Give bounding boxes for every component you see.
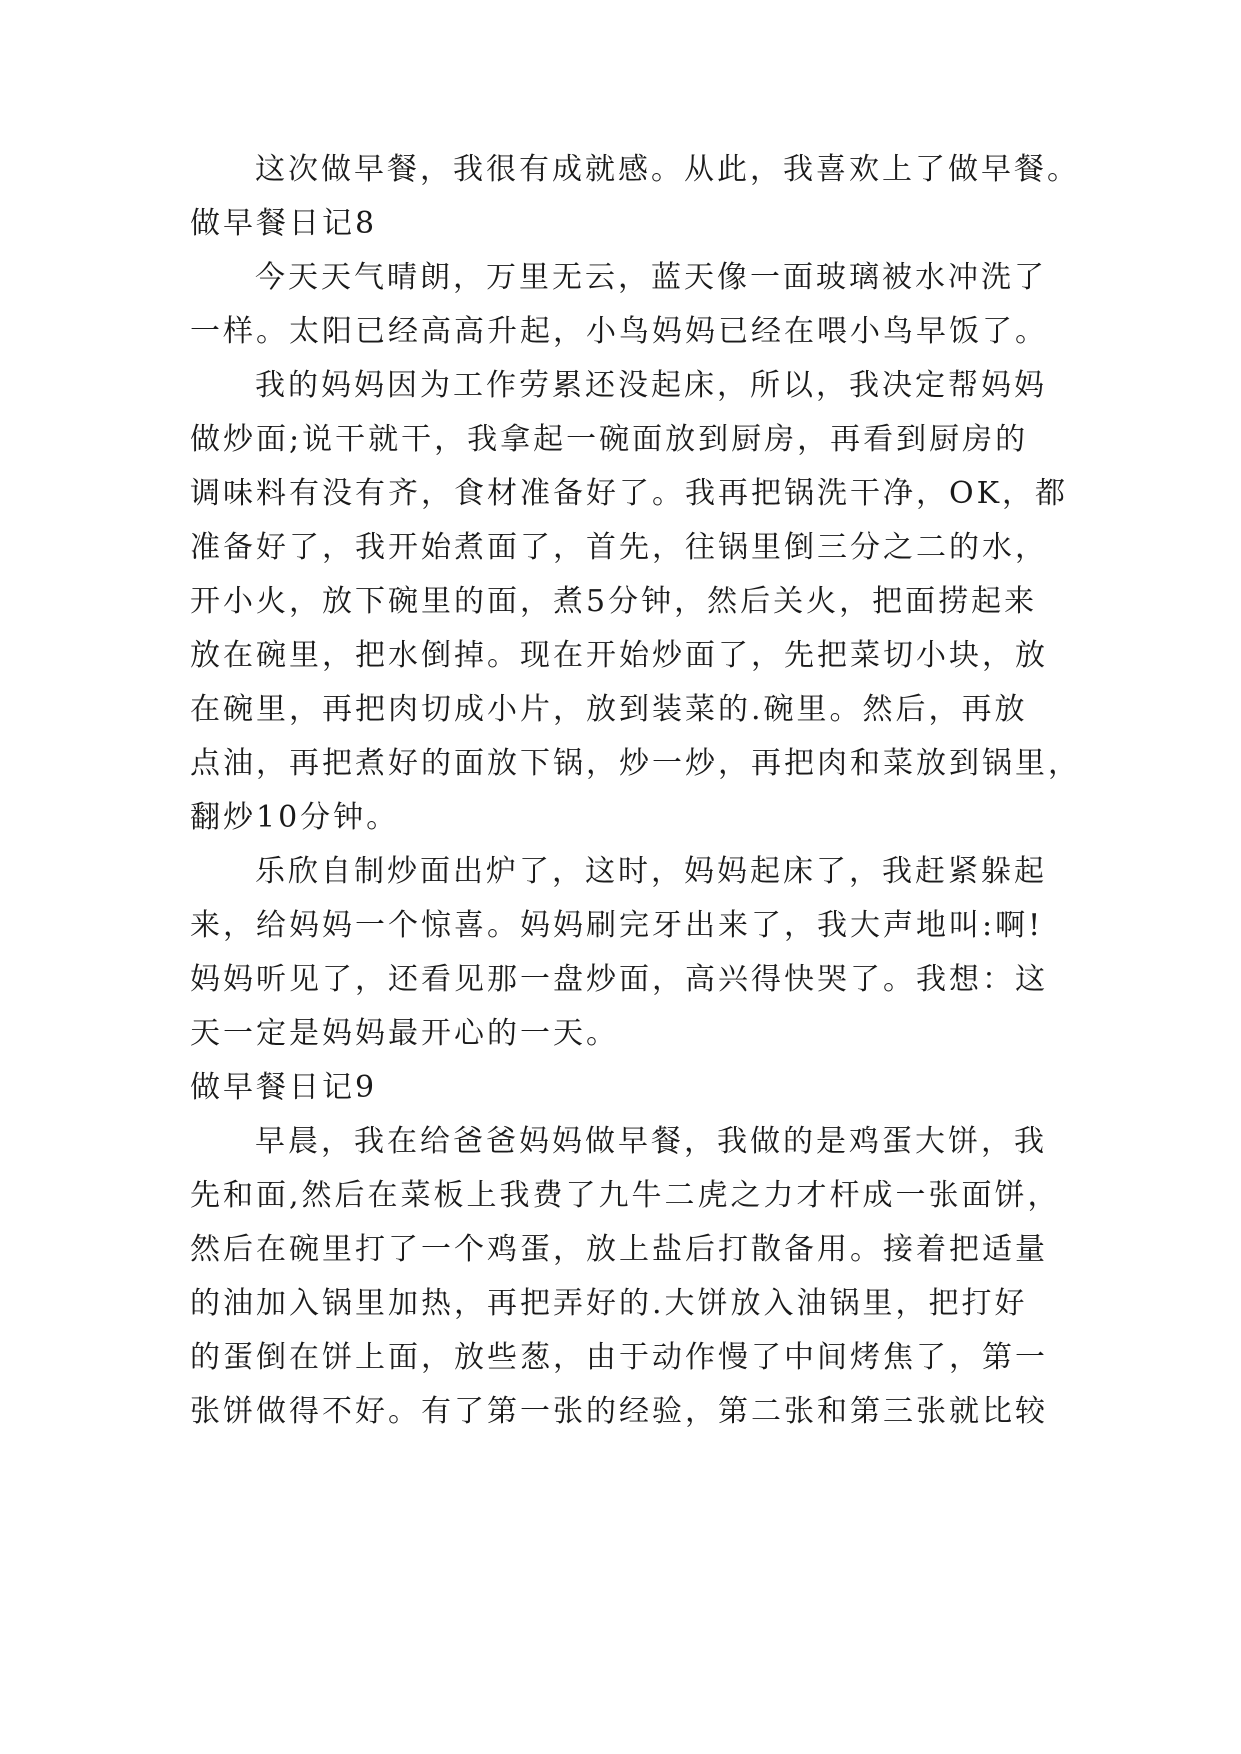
paragraph-line: 开小火，放下碗里的面，煮5分钟，然后关火，把面捞起来: [190, 584, 1038, 619]
paragraph-line: 的蛋倒在饼上面，放些葱，由于动作慢了中间烤焦了，第一: [190, 1340, 1048, 1375]
paragraph-line: 张饼做得不好。有了第一张的经验，第二张和第三张就比较: [190, 1394, 1048, 1429]
paragraph-line: 翻炒10分钟。: [190, 800, 400, 835]
paragraph-line: 今天天气晴朗，万里无云，蓝天像一面玻璃被水冲洗了: [255, 260, 1047, 295]
paragraph-line: 点油，再把煮好的面放下锅，炒一炒，再把肉和菜放到锅里，: [190, 746, 1081, 781]
paragraph-line: 来，给妈妈一个惊喜。妈妈刷完牙出来了，我大声地叫:啊!: [190, 908, 1044, 943]
paragraph-line: 我的妈妈因为工作劳累还没起床，所以，我决定帮妈妈: [255, 368, 1047, 403]
paragraph-line: 然后在碗里打了一个鸡蛋，放上盐后打散备用。接着把适量: [190, 1232, 1048, 1267]
paragraph-line: 妈妈听见了，还看见那一盘炒面，高兴得快哭了。我想：这: [190, 962, 1048, 997]
paragraph-line: 一样。太阳已经高高升起，小鸟妈妈已经在喂小鸟早饭了。: [190, 314, 1048, 349]
paragraph-line: 的油加入锅里加热，再把弄好的.大饼放入油锅里，把打好: [190, 1286, 1028, 1321]
paragraph-line: 准备好了，我开始煮面了，首先，往锅里倒三分之二的水，: [190, 530, 1048, 565]
paragraph-line: 天一定是妈妈最开心的一天。: [190, 1016, 619, 1051]
paragraph-line: 乐欣自制炒面出炉了，这时，妈妈起床了，我赶紧躲起: [255, 854, 1047, 889]
section-heading: 做早餐日记8: [190, 206, 378, 241]
paragraph-line: 在碗里，再把肉切成小片，放到装菜的.碗里。然后，再放: [190, 692, 1028, 727]
section-heading: 做早餐日记9: [190, 1070, 378, 1105]
paragraph-line: 做炒面;说干就干，我拿起一碗面放到厨房，再看到厨房的: [190, 422, 1029, 457]
paragraph-line: 这次做早餐，我很有成就感。从此，我喜欢上了做早餐。: [255, 152, 1080, 187]
paragraph-line: 调味料有没有齐，食材准备好了。我再把锅洗干净，OK，都: [190, 476, 1069, 511]
paragraph-line: 先和面,然后在菜板上我费了九牛二虎之力才杆成一张面饼，: [190, 1178, 1061, 1213]
paragraph-line: 放在碗里，把水倒掉。现在开始炒面了，先把菜切小块，放: [190, 638, 1048, 673]
paragraph-line: 早晨，我在给爸爸妈妈做早餐，我做的是鸡蛋大饼，我: [255, 1124, 1047, 1159]
